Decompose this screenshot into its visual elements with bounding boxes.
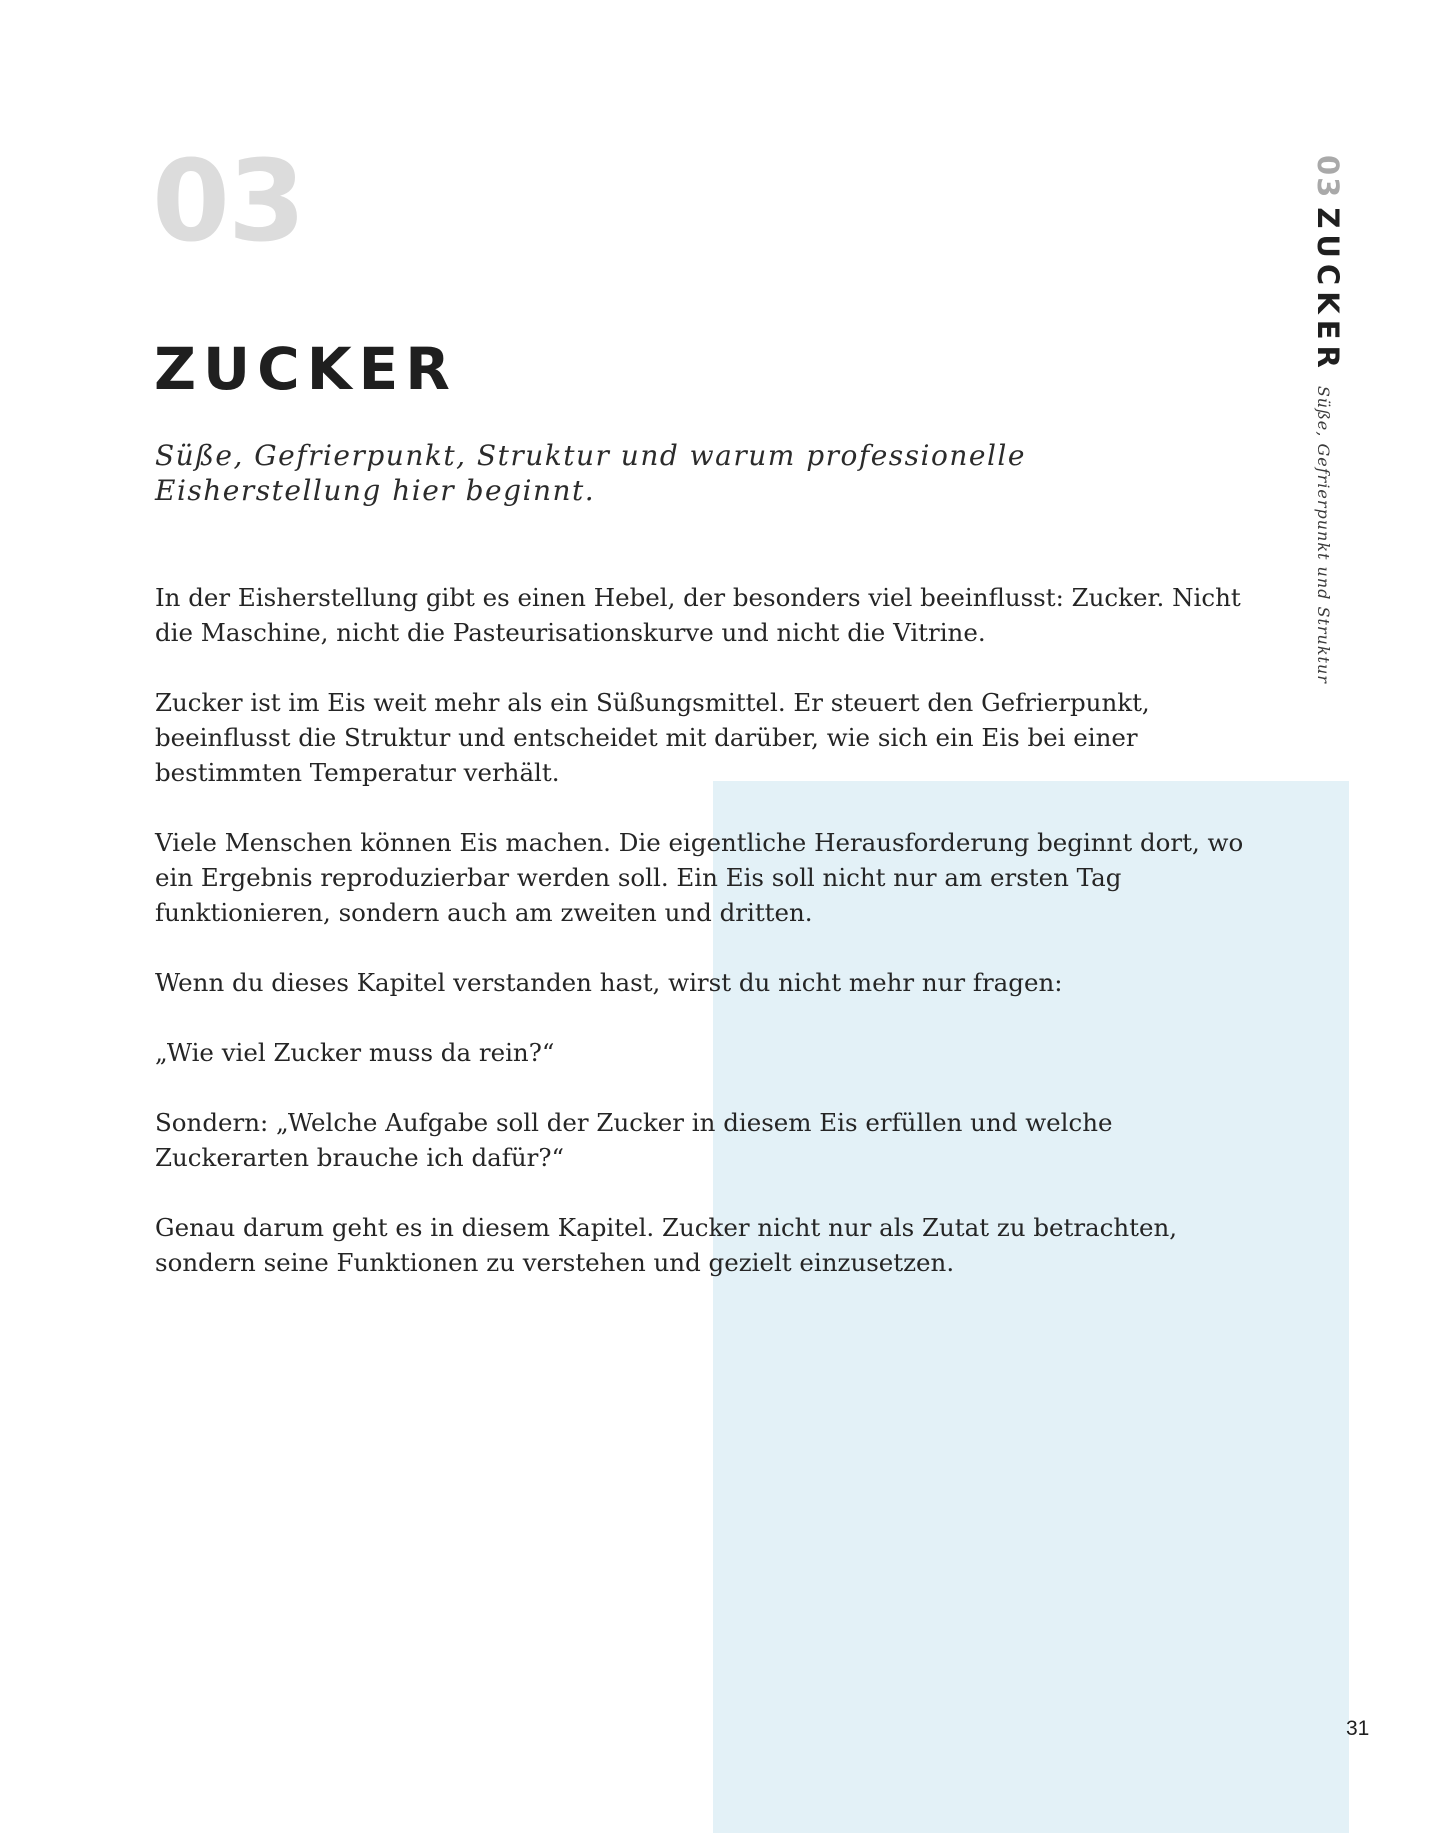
running-head-title: ZUCKER: [1311, 207, 1345, 374]
body-paragraph: Viele Menschen können Eis machen. Die eigentliche Herausforderung beginnt dort, wo ein Ergebnis reproduzierbar werden soll. Ein Eis soll nicht nur am ersten Tag funktionieren, sondern auch am zweiten und dritten.: [155, 828, 1244, 927]
chapter-title: ZUCKER: [154, 335, 457, 403]
body-paragraph: Genau darum geht es in diesem Kapitel. Zucker nicht nur als Zutat zu betrachten, sondern seine Funktionen zu verstehen und gezielt einzusetzen.: [155, 1213, 1178, 1277]
running-head-number: 03: [1311, 155, 1345, 200]
chapter-number: 03: [152, 137, 304, 267]
body-paragraph: Zucker ist im Eis weit mehr als ein Süßungsmittel. Er steuert den Gefrierpunkt, beeinflusst die Struktur und entscheidet mit darüber, wie sich ein Eis bei einer bestimmten Temperatur verhält.: [155, 688, 1150, 787]
body-paragraph: In der Eisherstellung gibt es einen Hebel, der besonders viel beeinflusst: Zucker. Nicht die Maschine, nicht die Pasteurisationskurve und nicht die Vitrine.: [155, 583, 1241, 647]
chapter-subtitle: Süße, Gefrierpunkt, Struktur und warum professionelle Eisherstellung hier beginnt.: [155, 439, 1026, 507]
body-quote: „Wie viel Zucker muss da rein?“: [155, 1038, 555, 1067]
running-head-subtitle: Süße, Gefrierpunkt und Struktur: [1314, 385, 1333, 684]
body-paragraph: Sondern: „Welche Aufgabe soll der Zucker in diesem Eis erfüllen und welche Zuckerarten brauche ich dafür?“: [155, 1108, 1113, 1172]
body-paragraph: Wenn du dieses Kapitel verstanden hast, wirst du nicht mehr nur fragen:: [155, 968, 1063, 997]
body-text: [155, 580, 1245, 1315]
running-head: [1311, 155, 1345, 684]
page-number: 31: [1346, 1717, 1370, 1740]
